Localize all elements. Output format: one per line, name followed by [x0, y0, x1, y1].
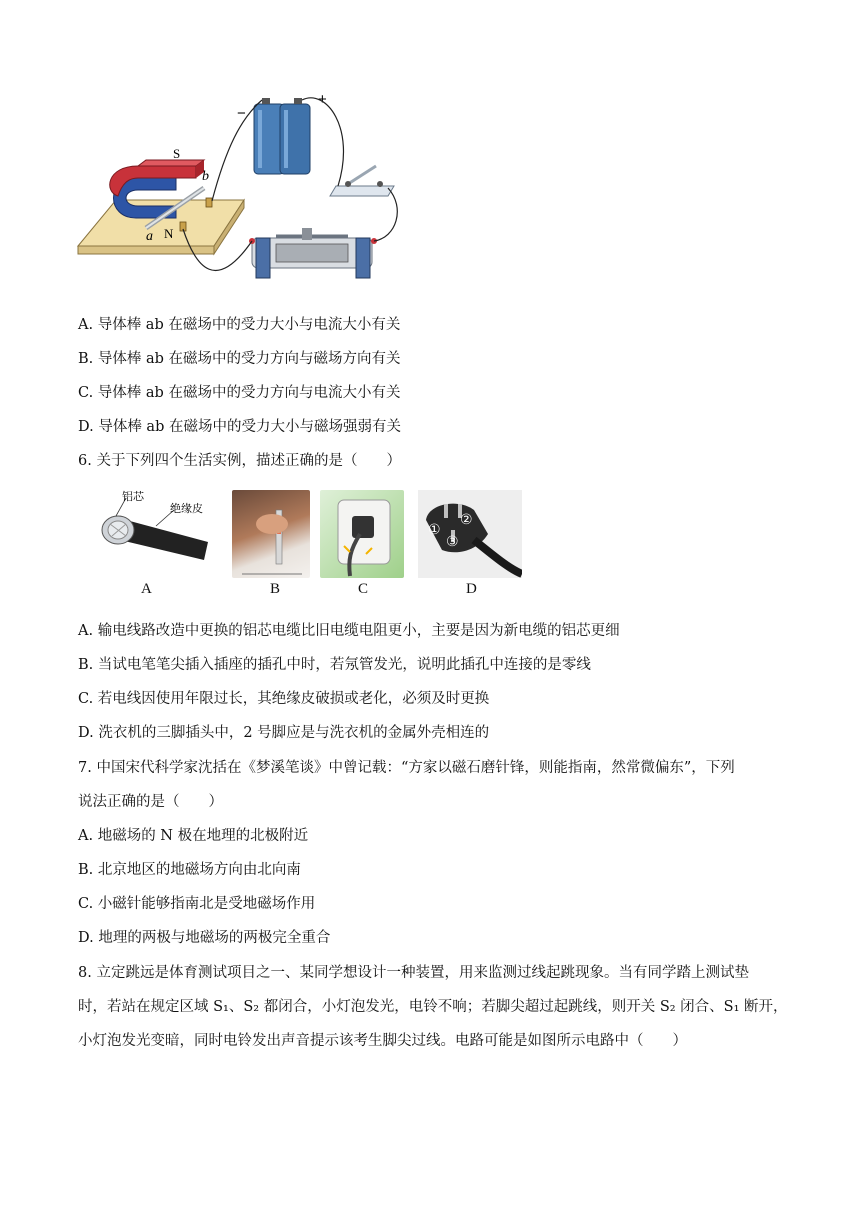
q6-option-b: B. 当试电笔笔尖插入插座的插孔中时，若氖管发光，说明此插孔中连接的是零线 — [78, 657, 591, 673]
cable-skin-label: 绝缘皮 — [170, 502, 203, 515]
q7-option-a: A. 地磁场的 N 极在地理的北极附近 — [78, 828, 309, 844]
q8-line2: 时，若站在规定区域 S₁、S₂ 都闭合，小灯泡发光，电铃不响；若脚尖超过起跳线，则开关 S₂ 闭合、S₁ 断开， — [78, 999, 788, 1015]
caption-b: B — [270, 581, 281, 597]
q7-option-d: D. 地理的两极与地磁场的两极完全重合 — [78, 930, 331, 946]
caption-d: D — [466, 581, 477, 597]
rod-end-a: a — [146, 229, 153, 244]
q5-option-d: D. 导体棒 ab 在磁场中的受力大小与磁场强弱有关 — [78, 419, 401, 435]
q8-line1: 8. 立定跳远是体育测试项目之一、某同学想设计一种装置，用来监测过线起跳现象。当有同学踏上测试垫 — [78, 965, 749, 981]
test-pen-image — [232, 490, 310, 578]
magnet-pole-s: S — [173, 146, 181, 161]
plug-pin-3: ③ — [446, 534, 459, 550]
cable-image — [86, 486, 212, 572]
q5-option-c: C. 导体棒 ab 在磁场中的受力方向与电流大小有关 — [78, 385, 401, 401]
rod-end-b: b — [202, 169, 209, 184]
battery-plus: + — [318, 91, 327, 108]
plug-pin-1: ① — [428, 522, 441, 538]
q6-option-a: A. 输电线路改造中更换的铝芯电缆比旧电缆电阻更小，主要是因为新电缆的铝芯更细 — [78, 623, 620, 639]
magnet-pole-n: N — [164, 226, 174, 241]
q7-stem-line2: 说法正确的是（ ） — [78, 794, 223, 810]
q5-option-a: A. 导体棒 ab 在磁场中的受力大小与电流大小有关 — [78, 317, 401, 333]
caption-a: A — [141, 581, 152, 597]
q6-stem: 6. 关于下列四个生活实例，描述正确的是（ ） — [78, 453, 401, 469]
battery-minus: − — [237, 105, 246, 122]
q7-stem-line1: 7. 中国宋代科学家沈括在《梦溪笔谈》中曾记载：“方家以磁石磨针锋，则能指南，然常微偏东”，下列 — [78, 760, 735, 776]
q6-option-c: C. 若电线因使用年限过长，其绝缘皮破损或老化，必须及时更换 — [78, 691, 490, 707]
plug-pin-2: ② — [460, 512, 473, 528]
plug-image — [418, 490, 522, 578]
cable-core-label: 铝芯 — [122, 490, 144, 503]
q8-line3: 小灯泡发光变暗，同时电铃发出声音提示该考生脚尖过线。电路可能是如图所示电路中（ ） — [78, 1033, 687, 1049]
q7-option-c: C. 小磁针能够指南北是受地磁场作用 — [78, 896, 316, 912]
q5-option-b: B. 导体棒 ab 在磁场中的受力方向与磁场方向有关 — [78, 351, 401, 367]
q7-option-b: B. 北京地区的地磁场方向由北向南 — [78, 862, 301, 878]
q6-option-d: D. 洗衣机的三脚插头中，2 号脚应是与洗衣机的金属外壳相连的 — [78, 725, 490, 741]
circuit-figure — [76, 88, 406, 300]
caption-c: C — [358, 581, 369, 597]
damaged-cord-image — [320, 490, 404, 578]
